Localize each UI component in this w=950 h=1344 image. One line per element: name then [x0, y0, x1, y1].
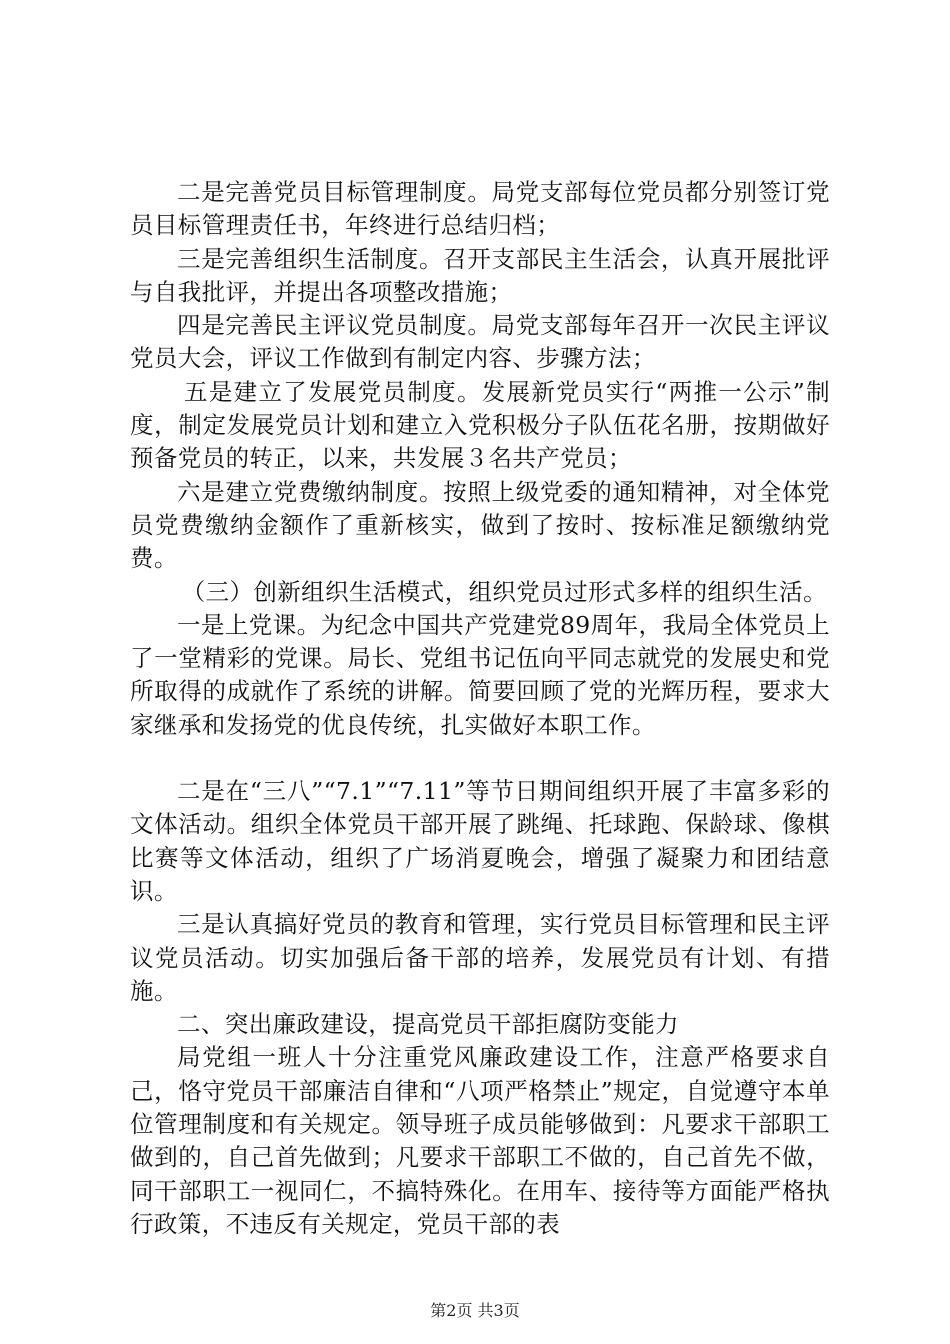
page-footer: 第2页 共3页	[430, 1301, 520, 1320]
paragraph-party-dues: 六是建立党费缴纳制度。按照上级党委的通知精神，对全体党员党费缴纳金额作了重新核实，做到了按时、按标准足额缴纳党费。	[130, 477, 830, 573]
paragraph-party-development: 五是建立了发展党员制度。发展新党员实行“两推一公示”制度，制定发展党员计划和建立入党积极分子队伍花名册，按期做好预备党员的转正，以来，共发展３名共产党员；	[130, 377, 830, 473]
paragraph-cultural-activities: 二是在“三八”“7.1”“7.11”等节日期间组织开展了丰富多彩的文体活动。组织全体党员干部开展了跳绳、托球跑、保龄球、像棋比赛等文体活动，组织了广场消夏晚会，增强了凝聚力和团结意识。	[130, 777, 830, 905]
section-heading-integrity: 二、突出廉政建设，提高党员干部拒腐防变能力	[177, 1010, 679, 1039]
paragraph-education-management: 三是认真搞好党员的教育和管理，实行党员目标管理和民主评议党员活动。切实加强后备干部的培养，发展党员有计划、有措施。	[130, 910, 830, 1005]
paragraph-party-lecture: 一是上党课。为纪念中国共产党建党89周年，我局全体党员上了一堂精彩的党课。局长、党组书记伍向平同志就党的发展史和党所取得的成就作了系统的讲解。简要回顾了党的光辉历程，要求大家继承和发扬党的优良传统，扎实做好本职工作。	[130, 610, 830, 739]
document-body	[130, 176, 830, 1241]
paragraph-integrity-work: 局党组一班人十分注重党风廉政建设工作，注意严格要求自己，恪守党员干部廉洁自律和“八项严格禁止”规定，自觉遵守本单位管理制度和有关规定。领导班子成员能够做到：凡要求干部职工做到的，自己首先做到；凡要求干部职工不做的，自己首先不做，同干部职工一视同仁，不搞特殊化。在用车、接待等方面能严格执行政策，不违反有关规定，党员干部的表	[130, 1043, 830, 1238]
paragraph-party-target-management: 二是完善党员目标管理制度。局党支部每位党员都分别签订党员目标管理责任书，年终进行总结归档；	[130, 178, 830, 240]
section-heading-organization-life: （三）创新组织生活模式，组织党员过形式多样的组织生活。	[181, 577, 827, 606]
paragraph-organization-life: 三是完善组织生活制度。召开支部民主生活会，认真开展批评与自我批评，并提出各项整改措施；	[130, 244, 830, 306]
paragraph-democratic-evaluation: 四是完善民主评议党员制度。局党支部每年召开一次民主评议党员大会，评议工作做到有制定内容、步骤方法；	[130, 311, 830, 373]
